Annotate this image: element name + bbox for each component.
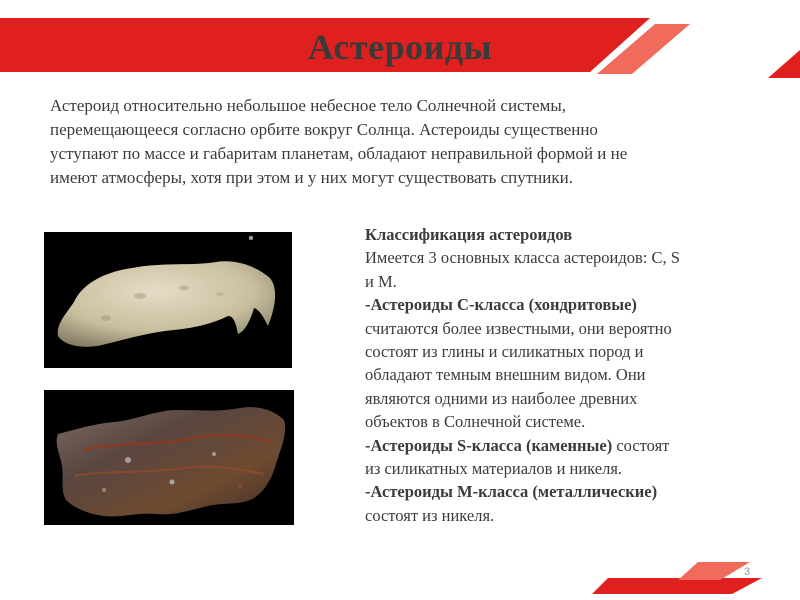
s-class-inline-text: состоят xyxy=(612,435,670,455)
asteroid-shape xyxy=(58,261,275,347)
moon-dot xyxy=(249,236,253,240)
page-number: 3 xyxy=(744,566,751,578)
meteorite-sample-photo xyxy=(44,390,294,525)
s-class-line: из силикатных материалов и никеля. xyxy=(365,459,623,479)
footer-red-stripe xyxy=(592,578,762,594)
intro-line: перемещающееся согласно орбите вокруг Солнца. Астероиды существенно xyxy=(50,120,598,139)
c-class-heading: -Астероиды С-класса (хондритовые) xyxy=(365,295,637,315)
m-class-heading: -Астероиды М-класса (металлические) xyxy=(365,482,658,502)
classification-section xyxy=(365,223,785,527)
c-class-line: являются одними из наиболее древних xyxy=(365,388,638,408)
classification-intro-line: и М. xyxy=(365,271,397,291)
intro-line: Астероид относительно небольшое небесное тело Солнечной системы, xyxy=(50,96,566,115)
slide-title: Астероиды xyxy=(307,27,493,67)
banner-corner-accent xyxy=(768,50,800,78)
c-class-line: считаются более известными, они вероятно xyxy=(365,318,672,338)
c-class-line: обладают темным внешним видом. Они xyxy=(365,365,646,385)
intro-paragraph xyxy=(50,94,750,190)
classification-heading: Классификация астероидов xyxy=(365,225,573,244)
classification-intro-line: Имеется 3 основных класса астероидов: С, S xyxy=(365,248,680,268)
intro-line: уступают по массе и габаритам планетам, обладают неправильной формой и не xyxy=(50,144,628,163)
footer-decoration xyxy=(580,540,800,600)
s-class-heading-line xyxy=(365,434,785,457)
intro-line: имеют атмосферы, хотя при этом и у них могут существовать спутники. xyxy=(50,168,573,187)
asteroid-photo xyxy=(44,232,292,368)
c-class-line: объектов в Солнечной системе. xyxy=(365,412,586,432)
c-class-line: состоят из глины и силикатных пород и xyxy=(365,342,644,362)
s-class-heading: -Астероиды S-класса (каменные) xyxy=(365,435,613,455)
footer-light-stripe xyxy=(678,562,750,580)
meteorite-shape xyxy=(57,407,285,516)
m-class-line: состоят из никеля. xyxy=(365,505,495,525)
